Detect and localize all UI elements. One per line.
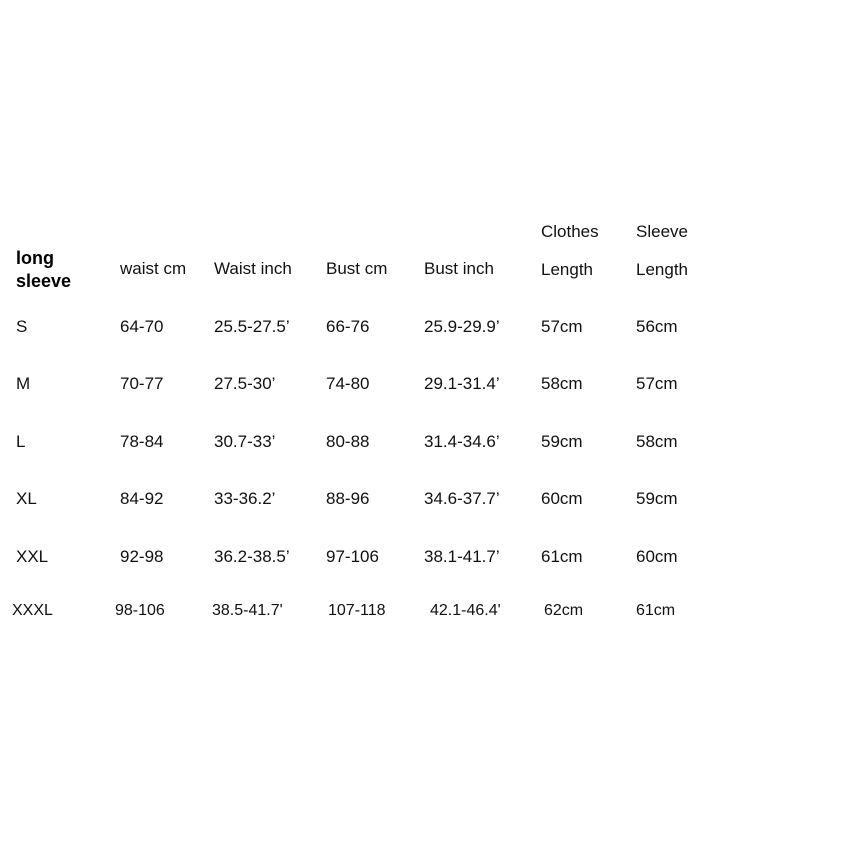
size-label: S	[16, 317, 28, 336]
size-label: L	[16, 432, 26, 451]
sleeve-length-value: 57cm	[636, 374, 678, 393]
bust-cm-value: 107-118	[328, 602, 386, 619]
size-label: M	[16, 374, 31, 393]
waist-cm-value: 70-77	[120, 374, 164, 393]
size-label: XL	[16, 489, 37, 508]
table-row	[0, 601, 850, 625]
header-clothes-length-line-2: Length	[541, 260, 593, 279]
sleeve-length-value: 59cm	[636, 489, 678, 508]
waist-cm-value: 78-84	[120, 432, 164, 451]
header-sleeve-length-line-1: Sleeve	[636, 222, 688, 241]
table-row	[0, 489, 850, 513]
waist-cm-value: 64-70	[120, 317, 164, 336]
header-sleeve-length-line-2: Length	[636, 260, 688, 279]
bust-cm-value: 66-76	[326, 317, 370, 336]
waist-cm-value: 92-98	[120, 547, 164, 566]
sleeve-length-value: 56cm	[636, 317, 678, 336]
waist-inch-value: 27.5-30’	[214, 374, 276, 393]
bust-inch-value: 42.1-46.4'	[430, 602, 501, 619]
bust-cm-value: 97-106	[326, 547, 379, 566]
clothes-length-value: 57cm	[541, 317, 583, 336]
table-row	[0, 547, 850, 571]
bust-inch-value: 34.6-37.7’	[424, 489, 500, 508]
waist-inch-value: 36.2-38.5’	[214, 547, 290, 566]
clothes-length-value: 61cm	[541, 547, 583, 566]
clothes-length-value: 59cm	[541, 432, 583, 451]
clothes-length-value: 60cm	[541, 489, 583, 508]
table-row	[0, 432, 850, 456]
corner-label-line-2: sleeve	[16, 271, 72, 291]
header-waist-cm: waist cm	[120, 259, 187, 278]
waist-inch-value: 30.7-33’	[214, 432, 276, 451]
sleeve-length-value: 58cm	[636, 432, 678, 451]
size-label: XXXL	[12, 602, 53, 619]
bust-cm-value: 88-96	[326, 489, 370, 508]
bust-cm-value: 80-88	[326, 432, 370, 451]
waist-cm-value: 98-106	[115, 602, 165, 619]
corner-label-line-1: long	[16, 248, 54, 268]
header-bust-inch: Bust inch	[424, 259, 494, 278]
waist-inch-value: 38.5-41.7'	[212, 602, 283, 619]
waist-inch-value: 33-36.2’	[214, 489, 276, 508]
header-waist-inch: Waist inch	[214, 259, 292, 278]
clothes-length-value: 62cm	[544, 602, 584, 619]
sleeve-length-value: 60cm	[636, 547, 678, 566]
size-label: XXL	[16, 547, 49, 566]
waist-cm-value: 84-92	[120, 489, 164, 508]
header-clothes-length-line-1: Clothes	[541, 222, 599, 241]
table-row	[0, 317, 850, 341]
waist-inch-value: 25.5-27.5’	[214, 317, 290, 336]
sleeve-length-value: 61cm	[636, 602, 676, 619]
header-bust-cm: Bust cm	[326, 259, 388, 278]
clothes-length-value: 58cm	[541, 374, 583, 393]
table-row	[0, 374, 850, 398]
bust-inch-value: 29.1-31.4’	[424, 374, 500, 393]
bust-inch-value: 38.1-41.7’	[424, 547, 500, 566]
bust-inch-value: 31.4-34.6’	[424, 432, 500, 451]
bust-cm-value: 74-80	[326, 374, 370, 393]
bust-inch-value: 25.9-29.9’	[424, 317, 500, 336]
